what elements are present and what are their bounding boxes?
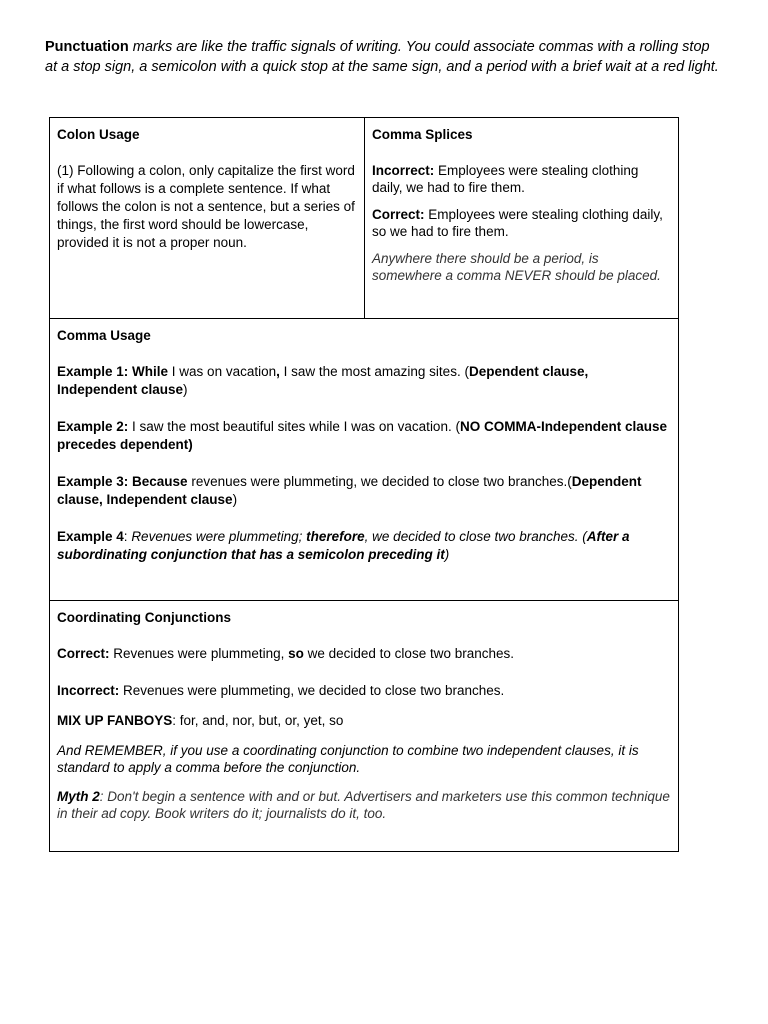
myth-note (57, 788, 671, 822)
example-4-end: ) (444, 547, 450, 562)
table-row-top (50, 118, 678, 319)
correct-label: Correct: (372, 207, 425, 222)
example-4-colon: : (123, 529, 132, 544)
comma-splices-note: Anywhere there should be a period, is somewhere a comma NEVER should be placed. (372, 251, 661, 283)
coordinating-incorrect-text: Revenues were plummeting, we decided to close two branches. (119, 683, 505, 698)
coordinating-incorrect (57, 682, 671, 700)
fanboys-text: : for, and, nor, but, or, yet, so (172, 713, 344, 728)
coordinating-correct-label: Correct: (57, 646, 110, 661)
example-4-text-2: , we decided to close two branches. ( (364, 529, 587, 544)
fanboys-line (57, 712, 671, 730)
coordinating-correct (57, 645, 671, 663)
example-1 (57, 363, 671, 399)
myth-text: : Don't begin a sentence with and or but. Advertisers and marketers use this common technique in their ad copy. Book writers do it; journalists do it, too. (57, 789, 670, 821)
coordinating-correct-text: Revenues were plummeting, (109, 646, 289, 661)
comma-splices-title: Comma Splices (372, 127, 473, 142)
example-4-text: Revenues were plummeting; (131, 529, 307, 544)
intro-lead: Punctuation (45, 39, 129, 55)
intro-paragraph (45, 37, 725, 77)
example-1-comma: , (276, 364, 280, 379)
example-1-keyword: While (128, 364, 169, 379)
example-3-note: Dependent clause, Independent clause (57, 474, 642, 507)
fanboys-label: MIX UP FANBOYS (57, 713, 173, 728)
example-3-end: ) (232, 492, 238, 507)
table-row-coordinating (50, 601, 678, 851)
example-3-text: revenues were plummeting, we decided to close two branches.( (187, 474, 572, 489)
example-1-end: ) (183, 382, 188, 397)
intro-text: marks are like the traffic signals of writing. You could associate commas with a rolling stop at a stop sign, a semicolon with a quick stop at the same sign, and a period with a brief wait at a red light. (45, 39, 719, 75)
coordinating-incorrect-label: Incorrect: (57, 683, 120, 698)
punctuation-table (49, 117, 679, 852)
example-3-label: Example 3: Because (57, 474, 188, 489)
example-4-note: After a subordinating conjunction that has a semicolon preceding it (57, 529, 630, 562)
comma-usage-title: Comma Usage (57, 328, 151, 343)
coordinating-title: Coordinating Conjunctions (57, 610, 231, 625)
colon-usage-body: (1) Following a colon, only capitalize the first word if what follows is a complete sentence. If what follows the colon is not a sentence, but a series of things, the first word should be lowercase, provided it is not a proper noun. (57, 163, 355, 250)
example-1-text: I was on vacation (168, 364, 277, 379)
incorrect-text: Employees were stealing clothing daily, we had to fire them. (372, 163, 639, 195)
example-4-label: Example 4 (57, 529, 124, 544)
myth-label: Myth 2 (57, 789, 100, 804)
example-1-label: Example 1: (57, 364, 129, 379)
coordinating-correct-keyword: so (288, 646, 304, 661)
correct-text: Employees were stealing clothing daily, so we had to fire them. (372, 207, 663, 239)
table-row-comma-usage (50, 319, 678, 601)
example-1-note: Dependent clause, Independent clause (57, 364, 589, 397)
coordinating-cell (50, 601, 678, 851)
comma-splices-correct (372, 206, 671, 240)
example-2-label: Example 2: (57, 419, 129, 434)
incorrect-label: Incorrect: (372, 163, 435, 178)
example-2-note: NO COMMA-Independent clause precedes dependent) (57, 419, 667, 452)
example-3 (57, 473, 671, 509)
colon-usage-title: Colon Usage (57, 127, 140, 142)
example-4 (57, 528, 671, 564)
coordinating-correct-text-2: we decided to close two branches. (303, 646, 514, 661)
remember-note: And REMEMBER, if you use a coordinating conjunction to combine two independent clauses, it is standard to apply a comma before the conjunction. (57, 743, 639, 775)
comma-splices-cell (364, 118, 678, 318)
example-4-keyword: therefore (306, 529, 365, 544)
example-2-text: I saw the most beautiful sites while I was on vacation. ( (128, 419, 460, 434)
comma-usage-cell (50, 319, 678, 600)
example-2 (57, 418, 671, 454)
example-1-text-2: I saw the most amazing sites. ( (279, 364, 469, 379)
colon-usage-cell (50, 118, 364, 318)
comma-splices-incorrect (372, 162, 671, 196)
